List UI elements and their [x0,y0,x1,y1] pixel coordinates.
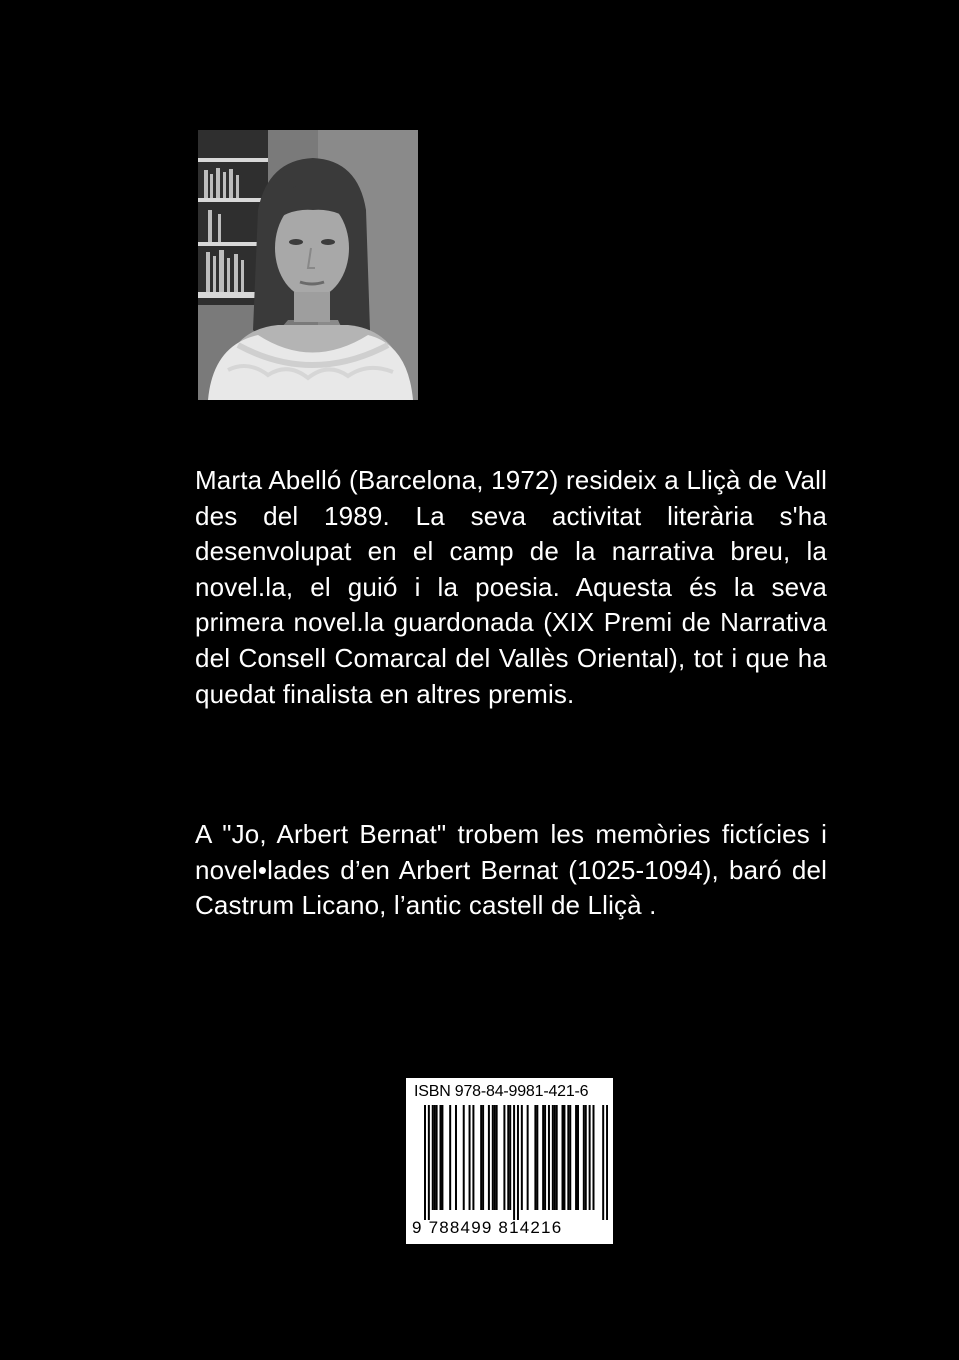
barcode-bar [585,1105,587,1210]
barcode-bar [480,1105,482,1210]
author-photo [198,130,418,400]
barcode-bar [548,1105,550,1210]
barcode-bar [593,1105,595,1210]
barcode-bar [602,1105,604,1220]
isbn-barcode [406,1078,613,1244]
barcode-bar [434,1105,436,1210]
barcode-bar [436,1105,438,1210]
barcode-bar [552,1105,554,1210]
barcode-bar [439,1105,441,1210]
barcode-bar [536,1105,538,1210]
barcode-bar [509,1105,511,1210]
barcode-bar [482,1105,484,1210]
barcode-bar [472,1105,474,1210]
barcode-bar [544,1105,546,1210]
barcode-bar [517,1105,519,1220]
barcode-bar [527,1105,529,1210]
barcode-bars [412,1105,608,1220]
barcode-bar [569,1105,571,1210]
barcode-bar [606,1105,608,1220]
barcode-bar [488,1105,490,1210]
book-synopsis: A "Jo, Arbert Bernat" trobem les memòries fictícies i novel•lades d’en Arbert Bernat (1025-1094), baró del Castrum Licano, l’antic castell de Lliçà . [195,819,827,921]
barcode-bar [554,1105,556,1210]
isbn-label: ISBN 978-84-9981-421-6 [414,1083,589,1100]
barcode-bar [507,1105,509,1210]
barcode-bar [556,1105,558,1210]
barcode-bar [542,1105,544,1210]
barcode-bar [492,1105,494,1210]
barcode-bar [577,1105,579,1210]
barcode-bar [575,1105,577,1210]
barcode-bar [494,1105,496,1210]
barcode-bar [432,1105,434,1210]
barcode-bar [562,1105,564,1210]
barcode-bar [521,1105,523,1210]
barcode-digits: 9 788499 814216 [412,1218,563,1237]
barcode-bar [534,1105,536,1210]
barcode-bar [513,1105,515,1220]
barcode-bar [567,1105,569,1210]
author-portrait-image [198,130,418,400]
barcode-bar [463,1105,465,1210]
barcode-bar [441,1105,443,1210]
barcode-bar [496,1105,498,1210]
barcode-bar [469,1105,471,1210]
barcode-bar [503,1105,505,1210]
barcode-bar [455,1105,457,1210]
barcode-bar [563,1105,565,1210]
barcode-bar [589,1105,591,1210]
author-biography: Marta Abelló (Barcelona, 1972) resideix a Lliçà de Vall des del 1989. La seva activitat literària s'ha desenvolupat en el camp de la narrativa breu, la novel.la, el guió i la poesia. Aquesta és la seva primera novel.la guardonada (XIX Premi de Narrativa del Consell Comarcal del Vallès Oriental), tot i que ha quedat finalista en altres premis. [195,465,827,709]
barcode-bar [424,1105,426,1220]
barcode-bar [428,1105,430,1220]
barcode-bar [449,1105,451,1210]
barcode-bar [583,1105,585,1210]
